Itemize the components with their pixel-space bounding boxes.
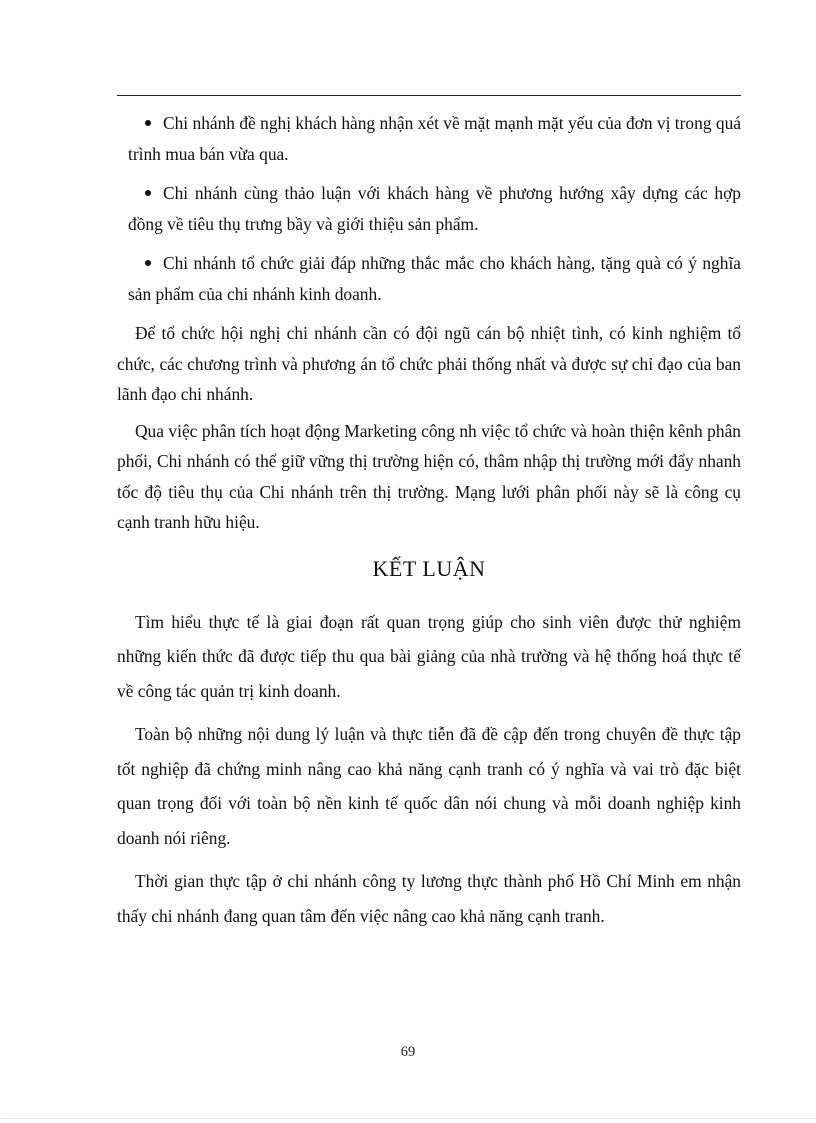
bullet-dot-icon [145, 190, 151, 196]
body-paragraph: Để tổ chức hội nghị chi nhánh cần có đội ngũ cán bộ nhiệt tình, có kinh nghiệm tổ chức, các chương trình và phương án tổ chức phải thống nhất và được sự chỉ đạo của ban lãnh đạo chi nhánh. [117, 323, 741, 404]
page-number: 69 [400, 1044, 416, 1060]
bullet-item [128, 108, 741, 169]
bullet-item [128, 178, 741, 239]
bullet-text: Chi nhánh đề nghị khách hàng nhận xét về mặt mạnh mặt yếu của đơn vị trong quá trình mua bán vừa qua. [128, 113, 741, 164]
conclusion-paragraph: Toàn bộ những nội dung lý luận và thực tiễn đã đề cập đến trong chuyên đề thực tập tốt nghiệp đã chứng minh nâng cao khả năng cạnh tranh có ý nghĩa và vai trò đặc biệt quan trọng đối với toàn bộ nền kinh tế quốc dân nói chung và mỗi doanh nghiệp kinh doanh nói riêng. [117, 724, 741, 848]
conclusion-heading: KẾT LUẬN [372, 555, 486, 581]
bottom-divider [0, 1118, 816, 1119]
body-paragraph: Qua việc phân tích hoạt động Marketing công nh việc tổ chức và hoàn thiện kênh phân phối, Chi nhánh có thể giữ vững thị trường hiện có, thâm nhập thị trường mới đẩy nhanh tốc độ tiêu thụ của Chi nhánh trên thị trường. Mạng lưới phân phối này sẽ là công cụ cạnh tranh hữu hiệu. [117, 420, 741, 532]
page-content [117, 108, 741, 942]
bullet-text: Chi nhánh cùng thảo luận với khách hàng về phương hướng xây dựng các hợp đồng về tiêu thụ trưng bầy và giới thiệu sản phẩm. [128, 183, 741, 234]
bullet-item [128, 248, 741, 309]
bullet-dot-icon [145, 260, 151, 266]
conclusion-paragraph: Thời gian thực tập ở chi nhánh công ty lương thực thành phố Hồ Chí Minh em nhận thấy chi nhánh đang quan tâm đến việc nâng cao khả năng cạnh tranh. [117, 871, 741, 926]
bullet-dot-icon [145, 120, 151, 126]
bullet-text: Chi nhánh tổ chức giải đáp những thắc mắc cho khách hàng, tặng quà có ý nghĩa sản phẩm của chi nhánh kinh doanh. [128, 253, 741, 304]
conclusion-paragraph: Tìm hiểu thực tế là giai đoạn rất quan trọng giúp cho sinh viên được thử nghiệm những kiến thức đã được tiếp thu qua bài giảng của nhà trường và hệ thống hoá thực tế về công tác quản trị kinh doanh. [117, 611, 741, 701]
header-rule [117, 95, 741, 96]
